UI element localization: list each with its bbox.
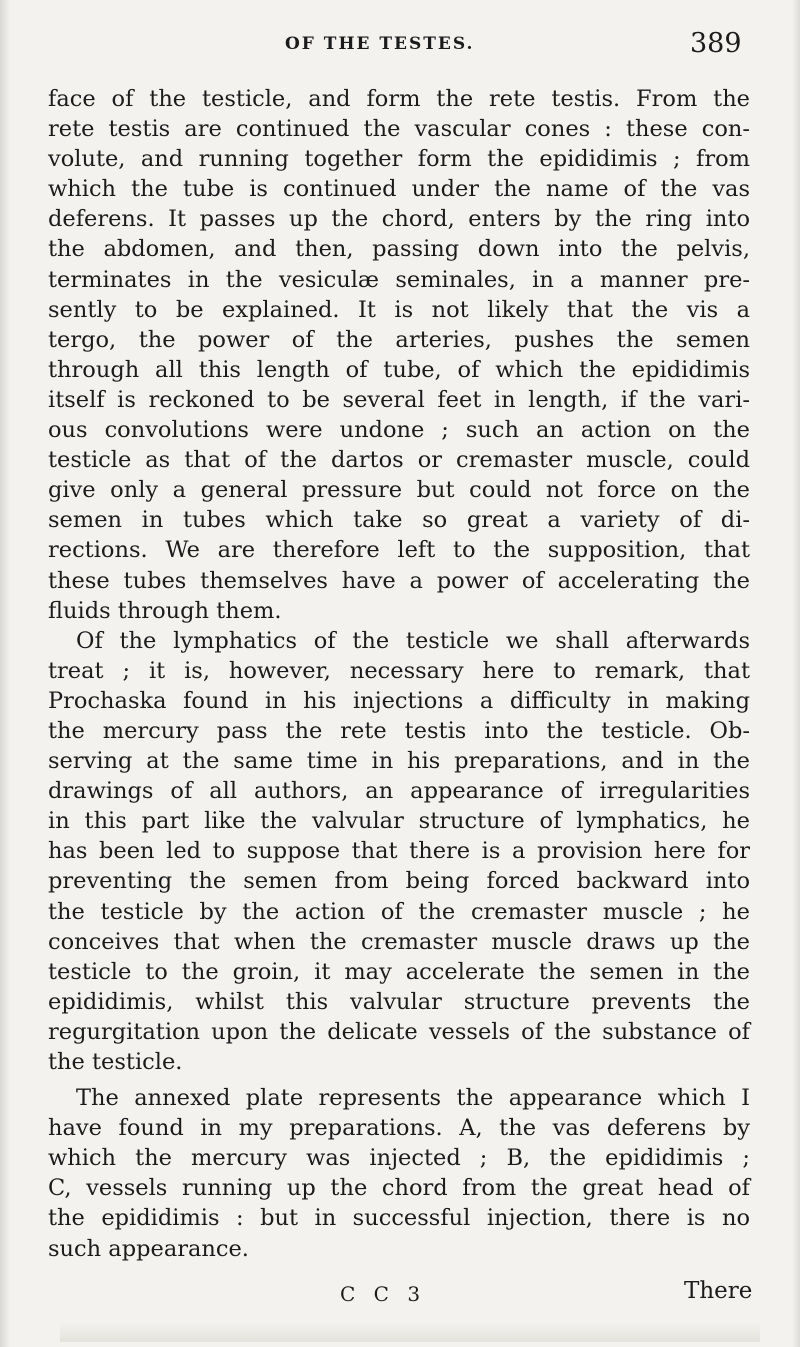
page-edge-left bbox=[0, 0, 10, 1347]
text-line: Prochaska found in his injections a difficulty in making bbox=[48, 687, 750, 714]
page-edge-right bbox=[792, 0, 800, 1347]
text-line: terminates in the vesiculæ seminales, in a manner pre- bbox=[48, 266, 750, 293]
text-line: serving at the same time in his preparations, and in the bbox=[48, 748, 750, 775]
text-line: through all this length of tube, of which the epididimis bbox=[48, 356, 750, 383]
text-line: preventing the semen from being forced backward into bbox=[48, 868, 750, 895]
text-line: The annexed plate represents the appearance which I bbox=[76, 1085, 750, 1112]
catchword: There bbox=[684, 1278, 753, 1304]
paragraph-2 bbox=[48, 626, 750, 1077]
paragraph-1 bbox=[48, 84, 750, 626]
body-text bbox=[48, 84, 750, 1264]
text-line: the abdomen, and then, passing down into the pelvis, bbox=[48, 236, 750, 263]
text-line: conceives that when the cremaster muscle draws up the bbox=[48, 928, 750, 955]
text-line: these tubes themselves have a power of accelerating the bbox=[48, 567, 750, 594]
text-line: the epididimis : but in successful injection, there is no bbox=[48, 1205, 750, 1232]
text-line: testicle to the groin, it may accelerate the semen in the bbox=[48, 958, 750, 985]
text-line: fluids through them. bbox=[48, 597, 282, 624]
text-line: which the tube is continued under the name of the vas bbox=[48, 176, 750, 203]
text-line: regurgitation upon the delicate vessels of the substance of bbox=[48, 1018, 750, 1045]
text-line: which the mercury was injected ; B, the epididimis ; bbox=[48, 1145, 750, 1172]
text-line: rections. We are therefore left to the supposition, that bbox=[48, 537, 750, 564]
running-head-title: OF THE TESTES. bbox=[285, 34, 475, 54]
text-line: deferens. It passes up the chord, enters by the ring into bbox=[48, 206, 750, 233]
text-line: semen in tubes which take so great a variety of di- bbox=[48, 507, 750, 534]
text-line: the mercury pass the rete testis into the testicle. Ob- bbox=[48, 717, 750, 744]
text-line: volute, and running together form the epididimis ; from bbox=[48, 146, 750, 173]
text-line: drawings of all authors, an appearance of irregularities bbox=[48, 778, 750, 805]
text-line: has been led to suppose that there is a provision here for bbox=[48, 838, 750, 865]
text-line: C, vessels running up the chord from the great head of bbox=[48, 1175, 750, 1202]
text-line: tergo, the power of the arteries, pushes the semen bbox=[48, 326, 750, 353]
text-line: in this part like the valvular structure of lymphatics, he bbox=[48, 808, 750, 835]
page-footer bbox=[0, 1278, 800, 1318]
text-line: itself is reckoned to be several feet in length, if the vari- bbox=[48, 386, 750, 413]
text-line: testicle as that of the dartos or cremaster muscle, could bbox=[48, 447, 750, 474]
show-through-shadow bbox=[60, 1322, 760, 1342]
text-line: face of the testicle, and form the rete testis. From the bbox=[48, 86, 750, 112]
signature-mark: C C 3 bbox=[340, 1282, 427, 1306]
text-line: sently to be explained. It is not likely that the vis a bbox=[48, 296, 750, 323]
text-line: rete testis are continued the vascular cones : these con- bbox=[48, 116, 750, 143]
text-line: the testicle. bbox=[48, 1049, 183, 1075]
text-line: the testicle by the action of the cremaster muscle ; he bbox=[48, 898, 750, 925]
running-head bbox=[0, 28, 800, 64]
text-line: have found in my preparations. A, the vas deferens by bbox=[48, 1115, 750, 1142]
text-line: epididimis, whilst this valvular structure prevents the bbox=[48, 988, 750, 1015]
paragraph-3 bbox=[48, 1083, 750, 1264]
text-line: treat ; it is, however, necessary here to remark, that bbox=[48, 657, 750, 684]
text-line: ous convolutions were undone ; such an action on the bbox=[48, 417, 750, 444]
text-line: such appearance. bbox=[48, 1235, 249, 1262]
page-number: 389 bbox=[690, 28, 742, 59]
text-line: Of the lymphatics of the testicle we shall afterwards bbox=[76, 627, 750, 654]
text-line: give only a general pressure but could not force on the bbox=[48, 477, 750, 504]
